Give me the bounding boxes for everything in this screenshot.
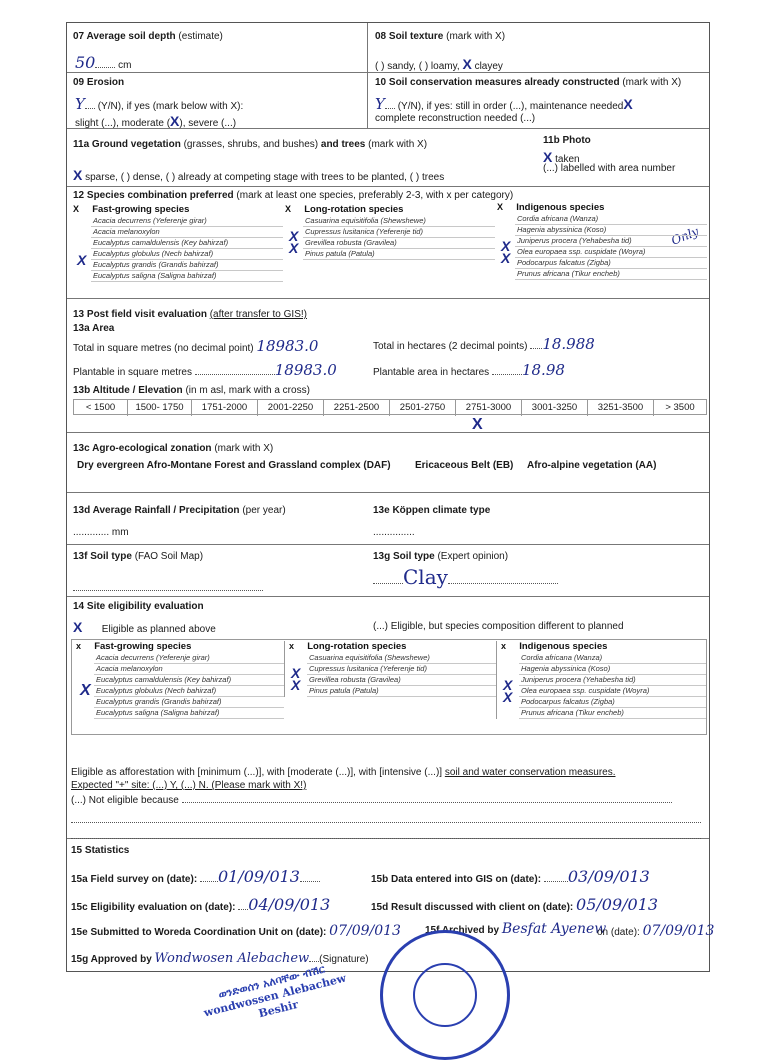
s13b-mark: X [472, 416, 483, 433]
s10-line1: (Y/N), if yes: still in order (...), maintenance needed [397, 101, 624, 112]
s14-indig-mark-2: X [503, 689, 513, 705]
s12-indig-mark-1: X [501, 238, 511, 254]
s13f-hint: (FAO Soil Map) [134, 551, 204, 562]
s13f-label: 13f Soil type [73, 551, 132, 562]
s15g-label: 15g Approved by [71, 954, 152, 965]
s11b-label: 11b Photo [543, 135, 591, 146]
s14-fast-head: Fast-growing species [94, 641, 192, 652]
s08-mark: X [462, 56, 472, 72]
species-item: Juniperus procera (Yehabesha tid) [515, 236, 707, 247]
s14-indig-head: Indigenous species [519, 641, 608, 652]
row-altitude [67, 381, 709, 433]
s14-species-table [71, 639, 707, 735]
s13g-label: 13g Soil type [373, 551, 435, 562]
s15g-signature-label: (Signature) [319, 954, 369, 965]
species-item: Eucalyptus saligna (Saligna bahirzaf) [94, 708, 284, 719]
s13-label: 13 Post field visit evaluation [73, 309, 207, 320]
s13e-value: ............... [373, 527, 415, 538]
s12-x-header-long: X [285, 204, 292, 214]
s13b-label: 13b Altitude / Elevation [73, 385, 183, 396]
s14-opt1: Eligible as planned above [101, 624, 216, 635]
species-item: Cupressus lusitanica (Yeferenje tid) [307, 664, 496, 675]
s12-fast-head: Fast-growing species [92, 204, 190, 215]
s12-long-mark-1: X [289, 228, 299, 244]
species-item: Hagenia abyssinica (Koso) [519, 664, 706, 675]
s13a-total-ha: 18.988 [542, 335, 595, 353]
s15d-date: 05/09/013 [576, 895, 659, 914]
altitude-range: 2501-2750 [390, 400, 456, 416]
species-item: Acacia melanoxylon [94, 664, 284, 675]
s10-line2: complete reconstruction needed (...) [375, 113, 536, 124]
s10-label: 10 Soil conservation measures already constructed [375, 77, 620, 88]
s11a-bold2: and trees [320, 139, 366, 150]
s08-option-clayey: clayey [474, 61, 503, 72]
s13-hint: (after transfer to GIS!) [209, 309, 307, 320]
s12-x-header-fast: X [73, 204, 80, 214]
species-item: Casuarina equisitifolia (Shewshewe) [307, 653, 496, 664]
s14-label: 14 Site eligibility evaluation [73, 601, 204, 612]
s14-fast-mark: X [80, 682, 91, 699]
species-item: Eucalyptus globulus (Nech bahirzaf) [94, 686, 284, 697]
row-soil-depth-texture [67, 23, 709, 73]
official-seal-icon [380, 930, 510, 1060]
s10-mark: X [623, 96, 633, 112]
altitude-range: 3251-3500 [588, 400, 654, 416]
species-item: Grevillea robusta (Gravilea) [307, 675, 496, 686]
s14-afforestation-line: Eligible as afforestation with [minimum (...)], with [moderate (...)], with [intensive (...)] [71, 767, 443, 778]
s13c-label: 13c Agro-ecological zonation [73, 443, 212, 454]
species-item: Pinus patula (Patula) [307, 686, 496, 697]
s15f-name: Besfat Ayenew [501, 921, 607, 937]
s08-option-sandy: ( ) sandy, [375, 61, 416, 72]
s15d-label: 15d Result discussed with client on (date): [371, 902, 574, 913]
s13c-zone-daf: Dry evergreen Afro-Montane Forest and Grassland complex (DAF) [77, 460, 391, 471]
species-item: Grevillea robusta (Gravilea) [303, 238, 495, 249]
s13a-plant-ha: 18.98 [521, 361, 565, 379]
species-item: Acacia decurrens (Yeferenje girar) [94, 653, 284, 664]
s14-x-header-fast: x [76, 641, 82, 651]
species-item: Casuarina equisitifolia (Shewshewe) [303, 216, 495, 227]
s07-unit: cm [118, 60, 132, 71]
s14-afforestation-measures: soil and water conservation measures. [444, 767, 616, 778]
altitude-range: 1751-2000 [192, 400, 258, 416]
s08-option-loamy: ( ) loamy, [418, 61, 460, 72]
s13a-label: 13a Area [73, 323, 115, 334]
s15g-name: Wondwosen Alebachew [154, 951, 310, 966]
name-stamp: ወንድወሰን አለባቸው ብሽር wondwossen Alebachew Beshir [202, 962, 348, 1020]
s13d-label: 13d Average Rainfall / Precipitation [73, 505, 240, 516]
s15a-date: 01/09/013 [217, 867, 300, 886]
s15f-date: 07/09/013 [642, 923, 715, 939]
row-soil-type [67, 545, 709, 597]
s14-long-mark-1: X [291, 665, 301, 681]
altitude-range: 3001-3250 [522, 400, 588, 416]
species-item: Pinus patula (Patula) [303, 249, 495, 260]
species-item: Eucalyptus camaldulensis (Key bahirzaf) [94, 675, 284, 686]
s13e-label: 13e Köppen climate type [373, 505, 491, 516]
s11b-mark: X [543, 149, 553, 165]
species-item: Podocarpus falcatus (Zigba) [519, 697, 706, 708]
s12-indig-head: Indigenous species [516, 202, 605, 213]
s10-value: Y [375, 95, 385, 113]
row-erosion-conservation [67, 73, 709, 129]
species-item: Juniperus procera (Yehabesha tid) [519, 675, 706, 686]
row-agro-ecological [67, 433, 709, 493]
altitude-range: 2001-2250 [258, 400, 324, 416]
s12-long-mark-2: X [289, 240, 299, 256]
s09-line2a: slight (...), moderate ( [75, 118, 171, 129]
species-item: Cordia africana (Wanza) [519, 653, 706, 664]
s15-label: 15 Statistics [71, 845, 130, 856]
row-rainfall-climate [67, 493, 709, 545]
s13c-hint: (mark with X) [214, 443, 274, 454]
s13a-total-ha-label: Total in hectares (2 decimal points) [373, 341, 528, 352]
s12-x-header-indig: X [497, 202, 504, 212]
s12-hint: (mark at least one species, preferably 2-3, with x per category) [236, 190, 514, 201]
s13a-plant-sqm-label: Plantable in square metres [73, 367, 192, 378]
s15c-label: 15c Eligibility evaluation on (date): [71, 902, 236, 913]
row-site-eligibility [67, 597, 709, 839]
species-item: Eucalyptus camaldulensis (Key bahirzaf) [91, 238, 283, 249]
species-item: Cupressus lusitanica (Yeferenje tid) [303, 227, 495, 238]
s12-species-table [73, 204, 703, 299]
s09-label: 09 Erosion [73, 77, 125, 88]
s09-line2b: ), severe (...) [179, 118, 237, 129]
altitude-range: < 1500 [74, 400, 128, 416]
s09-value: Y [75, 95, 85, 113]
s10-hint: (mark with X) [622, 77, 682, 88]
s15b-label: 15b Data entered into GIS on (date): [371, 874, 542, 885]
s13d-hint: (per year) [242, 505, 286, 516]
species-item: Hagenia abyssinica (Koso) [515, 225, 707, 236]
species-item: Eucalyptus saligna (Saligna bahirzaf) [91, 271, 283, 282]
species-item: Eucalyptus grandis (Grandis bahirzaf) [94, 697, 284, 708]
altitude-range: > 3500 [665, 402, 695, 413]
s13a-plant-sqm: 18983.0 [274, 361, 337, 379]
s13a-total-sqm-label: Total in square metres (no decimal point) [73, 343, 254, 354]
s14-opt1-mark: X [73, 619, 83, 635]
s13d-value: ............. mm [73, 527, 129, 538]
altitude-range: 1500- 1750 [128, 400, 192, 416]
s09-line1: (Y/N), if yes (mark below with X): [97, 101, 244, 112]
s11b-opt1: taken [555, 154, 580, 165]
species-item: Eucalyptus globulus (Nech bahirzaf) [91, 249, 283, 260]
s15c-date: 04/09/013 [248, 895, 331, 914]
s07-label: 07 Average soil depth [73, 31, 176, 42]
species-item: Eucalyptus grandis (Grandis bahirzaf) [91, 260, 283, 271]
row-ground-vegetation [67, 129, 709, 187]
s07-value: 50 [75, 53, 96, 72]
s15f-on-label: on (date): [597, 927, 640, 938]
s11a-options: sparse, ( ) dense, ( ) already at competing stage with trees to be planted, ( ) trees [85, 172, 445, 183]
s11a-hint1: (grasses, shrubs, and bushes) [183, 139, 319, 150]
s13a-total-sqm: 18983.0 [256, 337, 319, 355]
s13g-value: Clay [403, 565, 448, 589]
s13a-plant-ha-label: Plantable area in hectares [373, 367, 490, 378]
s09-mark: X [170, 113, 180, 129]
s15a-label: 15a Field survey on (date): [71, 874, 198, 885]
s13g-hint: (Expert opinion) [437, 551, 509, 562]
altitude-range: 2251-2500 [324, 400, 390, 416]
s12-label: 12 Species combination preferred [73, 190, 234, 201]
s07-hint: (estimate) [178, 31, 223, 42]
s14-x-header-indig: x [501, 641, 507, 651]
species-item: Prunus africana (Tikur encheb) [515, 269, 707, 280]
s14-x-header-long: x [289, 641, 295, 651]
s11a-hint2: (mark with X) [368, 139, 428, 150]
s12-note: Only [669, 224, 701, 248]
s14-not-eligible: (...) Not eligible because [71, 795, 179, 806]
s13c-zone-eb: Ericaceous Belt (EB) [415, 460, 514, 471]
species-item: Olea europaea ssp. cuspidate (Woyra) [515, 247, 707, 258]
s12-fast-mark: X [77, 252, 87, 268]
s15b-date: 03/09/013 [567, 867, 650, 886]
altitude-table [73, 399, 707, 415]
s11b-opt2: (...) labelled with area number [543, 163, 676, 174]
s13b-hint: (in m asl, mark with a cross) [185, 385, 310, 396]
row-species-preferred [67, 187, 709, 299]
s14-expected: Expected "+" site: (...) Y, (...) N. (Please mark with X!) [71, 780, 307, 791]
altitude-range: 2751-3000 [456, 400, 522, 416]
species-item: Acacia melanoxylon [91, 227, 283, 238]
species-item: Podocarpus falcatus (Zigba) [515, 258, 707, 269]
row-statistics [67, 839, 715, 973]
s14-opt2: (...) Eligible, but species composition different to planned [373, 621, 624, 632]
species-item: Cordia africana (Wanza) [515, 214, 707, 225]
s08-label: 08 Soil texture [375, 31, 444, 42]
s08-hint: (mark with X) [446, 31, 506, 42]
species-item: Prunus africana (Tikur encheb) [519, 708, 706, 719]
row-area [67, 299, 709, 381]
species-item: Olea europaea ssp. cuspidate (Woyra) [519, 686, 706, 697]
s15e-date: 07/09/013 [329, 923, 401, 939]
s11a-mark: X [73, 167, 83, 183]
s14-long-mark-2: X [291, 677, 301, 693]
s13c-zone-aa: Afro-alpine vegetation (AA) [527, 460, 657, 471]
s14-long-head: Long-rotation species [307, 641, 407, 652]
s11a-label: 11a Ground vegetation [73, 139, 181, 150]
s15e-label: 15e Submitted to Woreda Coordination Unit on (date): [71, 927, 327, 938]
field-evaluation-form [66, 22, 715, 972]
s14-indig-mark-1: X [503, 677, 513, 693]
s15f-label: 15f Archived by [425, 925, 500, 936]
s12-long-head: Long-rotation species [304, 204, 404, 215]
s12-indig-mark-2: X [501, 250, 511, 266]
species-item: Acacia decurrens (Yeferenje girar) [91, 216, 283, 227]
